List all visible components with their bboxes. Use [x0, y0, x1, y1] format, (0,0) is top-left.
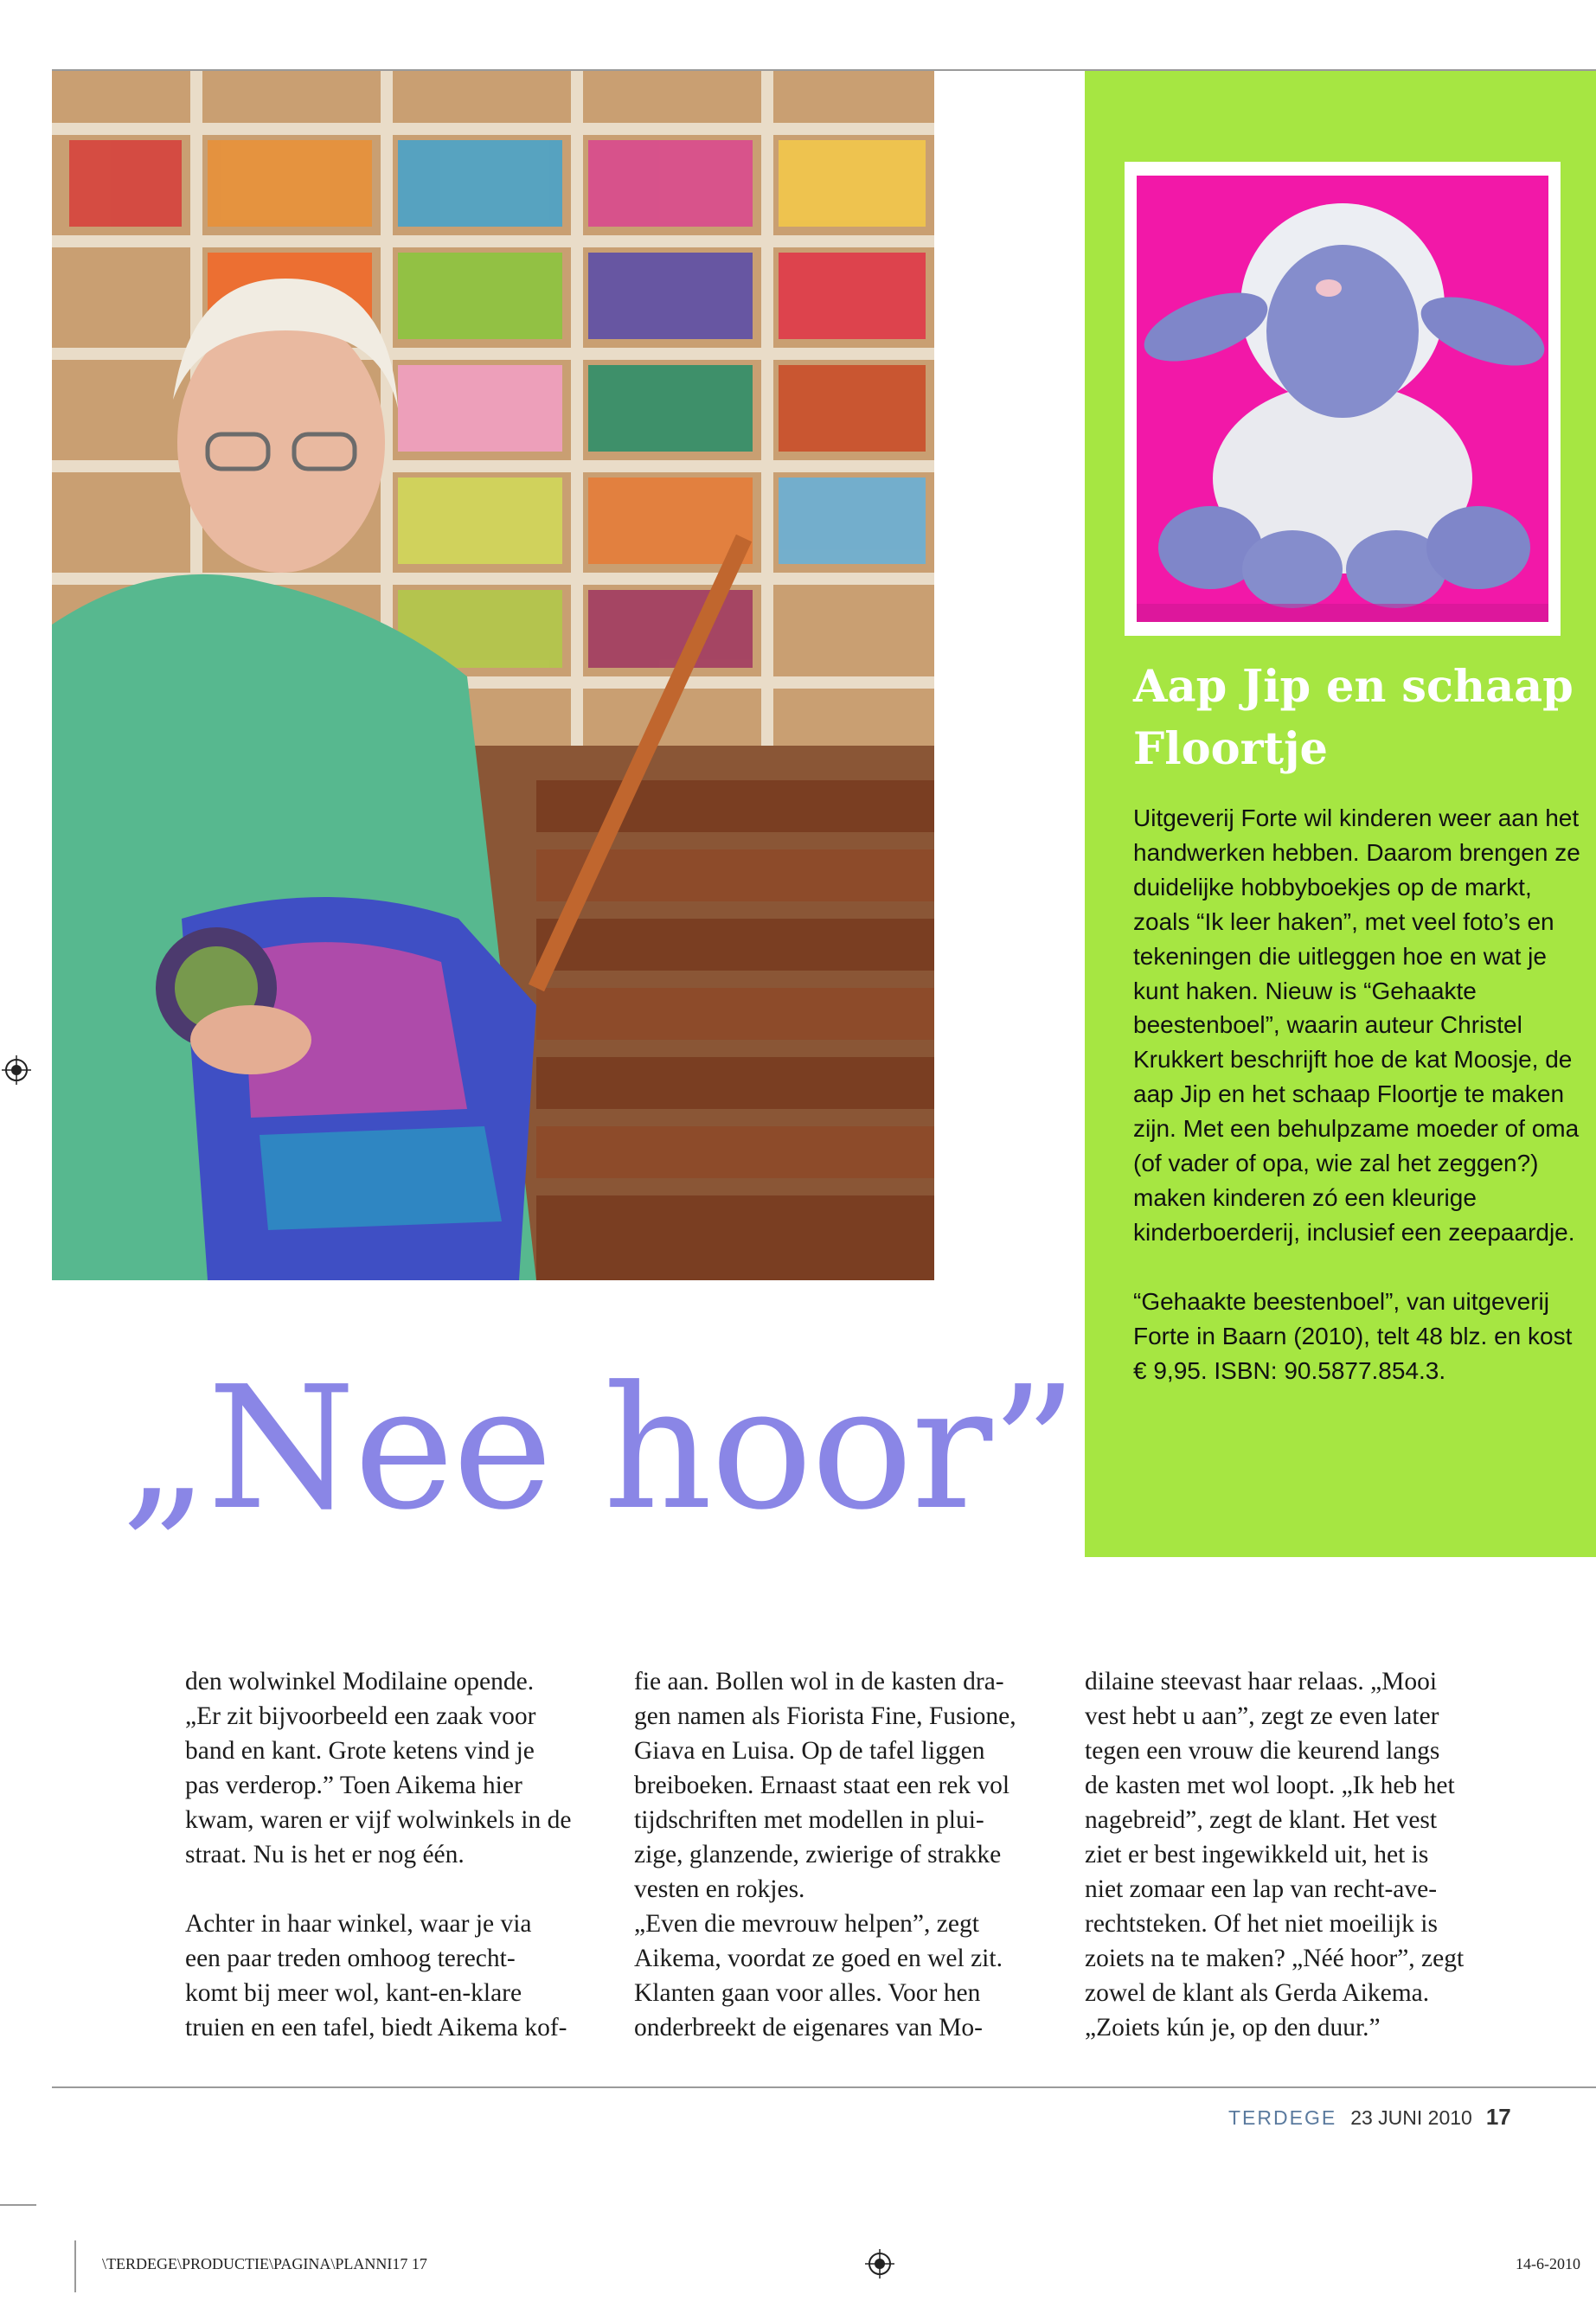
shop-photo — [52, 71, 934, 1280]
column-paragraph: den wolwinkel Modilaine opende. „Er zit bijvoorbeeld een zaak voor band en kant. Grote ketens vind je pas verderop.” Toen Aikema hier kwam, waren er vijf wolwinkels in de straat. Nu is het er nog één. — [185, 1668, 572, 1868]
column-paragraph: dilaine steevast haar relaas. „Mooi vest hebt u aan”, zegt ze even later tegen een vrouw die keurend langs de kasten met wol loopt. „Ik heb het nagebreid”, zegt de klant. Het vest ziet er best ingewikkeld uit, het is niet zomaar een lap van recht-ave- rechtsteken. Of het niet moeilijk is zoiets na te maken? „Néé hoor”, zegt zowel de klant als Gerda Aikema. „Zoiets kún je, op den duur.” — [1085, 1668, 1465, 2041]
print-slug-date: 14-6-2010 — [1516, 2255, 1580, 2272]
sidebar-paragraph: Uitgeverij Forte wil kinderen weer aan het handwerken hebben. Daarom brengen ze duidelijke hobbyboekjes op de markt, zoals “Ik leer haken”, met veel foto’s en tekeningen die uitleggen hoe en wat je kunt haken. Nieuw is “Gehaakte beestenboel”, waarin auteur Christel Krukkert beschrijft hoe de kat Moosje, de aap Jip en het schaap Floortje te maken zijn. Met een behulpzame moeder of oma (of vader of opa, wie zal het zeggen?) maken kinderen zó een kleurige kinderboerderij, inclusief een zeepaardje. — [1133, 804, 1580, 1246]
text-column-1 — [185, 1664, 622, 2045]
crochet-lamb-image — [1137, 176, 1548, 622]
print-slug-path: \TERDEGE\PRODUCTIE\PAGINA\PLANNI17 17 — [102, 2255, 427, 2272]
text-column-2 — [634, 1664, 1071, 2045]
crop-mark-left-vertical — [74, 2240, 76, 2292]
registration-mark-icon — [2, 1055, 31, 1085]
footer-date: 23 JUNI 2010 — [1350, 2106, 1472, 2129]
page-footer — [1228, 2104, 1596, 2131]
text-column-3 — [1085, 1664, 1522, 2045]
crop-mark-left — [0, 2204, 36, 2206]
column-paragraph: fie aan. Bollen wol in de kasten dra- gen namen als Fiorista Fine, Fusione, Giava en Luisa. Op de tafel liggen breiboeken. Ernaast staat een rek vol tijdschriften met modellen in plui- zige, glanzende, zwierige of strakke vesten en rokjes. „Even die mevrouw helpen”, zegt Aikema, voordat ze goed en wel zit. Klanten gaan voor alles. Voor hen onderbreekt de eigenares van Mo- — [634, 1668, 1016, 2041]
sidebar-box — [1085, 71, 1596, 1557]
footer-brand: TERDEGE — [1228, 2106, 1337, 2129]
registration-mark-icon — [865, 2249, 894, 2279]
sidebar-body — [1133, 801, 1583, 1388]
lamb-photo-frame — [1125, 162, 1561, 636]
sidebar-title: Aap Jip en schaap Floortje — [1133, 661, 1574, 775]
sidebar-book-info: “Gehaakte beestenboel”, van uitgeverij Forte in Baarn (2010), telt 48 blz. en kost € 9,95. ISBN: 90.5877.854.3. — [1133, 1287, 1573, 1384]
footer-page-number: 17 — [1485, 2104, 1511, 2130]
column-paragraph: Achter in haar winkel, waar je via een paar treden omhoog terecht- komt bij meer wol, kant-en-klare truien en een tafel, biedt Aikema kof- — [185, 1910, 567, 2041]
bottom-rule — [52, 2086, 1596, 2088]
article-headline: „Nee hoor” — [121, 1350, 1076, 1548]
